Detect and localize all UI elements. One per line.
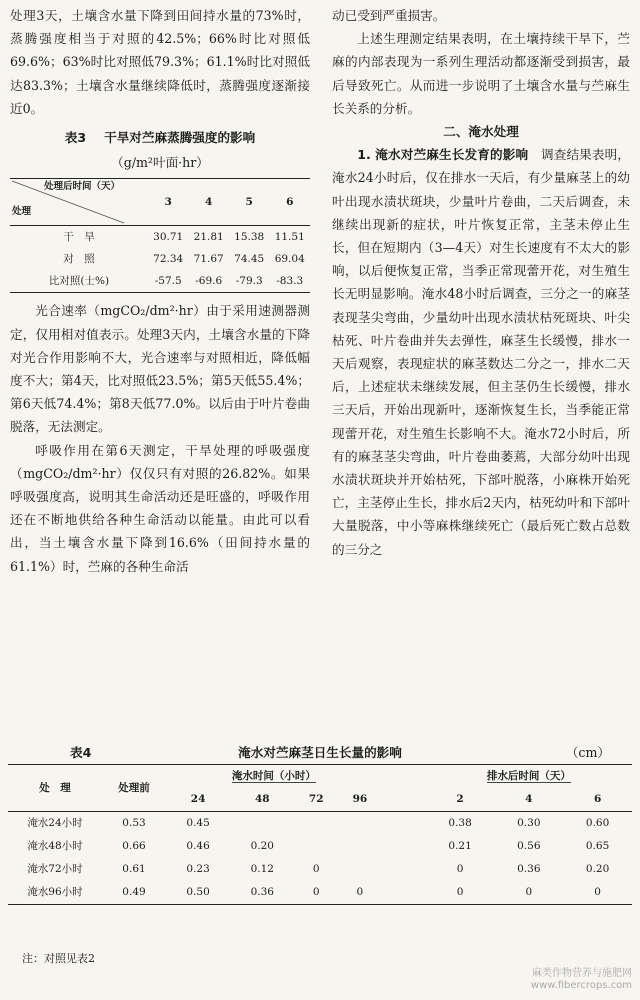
- watermark-url: www.fibercrops.com: [530, 980, 632, 991]
- cell: -69.6: [188, 270, 229, 293]
- paragraph-continued: 动已受到严重损害。: [332, 8, 446, 23]
- cell: 11.51: [274, 231, 305, 244]
- table4-day-header: 4: [494, 788, 563, 812]
- table4-number: 表4: [70, 745, 92, 760]
- table-row: [8, 812, 632, 836]
- cell: 0.46: [186, 840, 210, 852]
- table4-hour-header: 72: [294, 788, 338, 812]
- cell: 30.71: [153, 231, 184, 244]
- cell: [338, 858, 382, 881]
- cell: 0.20: [585, 863, 610, 875]
- cell: 69.04: [274, 253, 305, 266]
- table3-day-header: 4: [188, 179, 229, 226]
- cell: 71.67: [193, 253, 224, 266]
- row-label: 淹水24小时: [27, 817, 83, 829]
- table4-unit: （cm）: [565, 745, 610, 760]
- table3-caption: [10, 126, 310, 149]
- cell: 0.36: [517, 863, 541, 875]
- left-column: [10, 4, 310, 578]
- table3-diag-header: [10, 179, 148, 226]
- cell: 0.53: [122, 817, 146, 829]
- table-row: [8, 835, 632, 858]
- table4-day-header: 2: [426, 788, 495, 812]
- table3-number: 表3: [64, 130, 87, 146]
- cell: 21.81: [193, 231, 224, 244]
- table4-hour-header: 24: [166, 788, 230, 812]
- row-label: 淹水48小时: [27, 840, 83, 852]
- table-row: [10, 248, 310, 270]
- cell: 0: [563, 881, 632, 905]
- cell: 0.20: [250, 840, 274, 852]
- table-row: [8, 881, 632, 905]
- row-label: 比对照(士%): [10, 270, 148, 293]
- cell: 0.49: [102, 881, 166, 905]
- table4-hour-header: 96: [338, 788, 382, 812]
- subsection-title: 1. 淹水对苎麻生长发育的影响: [357, 147, 529, 163]
- section-heading: 二、淹水处理: [443, 124, 519, 140]
- paragraph-respiration: 呼吸作用在第6天测定，干旱处理的呼吸强度（mgCO₂/dm²·hr）仅仅只有对照的26.82%。如果呼吸强度高，说明其生命活动还是旺盛的，呼吸作用还在不断地供给各种生命活动以能量。由此可以看出，当土壤含水量下降到16.6%（田间持水量的61.1%）时，苎麻的各种生命活: [10, 442, 310, 574]
- cell: [230, 812, 294, 836]
- table4-title: 淹水对苎麻茎日生长量的影响: [238, 745, 402, 760]
- cell: 0.61: [122, 863, 146, 875]
- cell: [294, 835, 338, 858]
- table3: [10, 178, 310, 293]
- table3-unit: （g/m²叶面·hr）: [111, 155, 209, 171]
- cell: 0.60: [585, 817, 610, 829]
- table3-header-treatment: 处理: [12, 206, 32, 218]
- cell: 0.23: [186, 863, 210, 875]
- cell: 0.21: [448, 840, 472, 852]
- cell: 72.34: [153, 253, 184, 266]
- table4-col-treatment: 处 理: [8, 765, 102, 812]
- row-label: 对 照: [63, 253, 95, 266]
- table4-group-drain: 排水后时间（天）: [486, 770, 571, 782]
- cell: -57.5: [148, 270, 189, 293]
- subsection-body: 调查结果表明，淹水24小时后，仅在排水一天后，有少量麻茎上的幼叶出现水渍状斑块，少量叶片卷曲，二天后调查，未继续出现新的症状，叶片恢复正常，主茎未停止生长，但在短期内（3—4天）对生长速度有不太大的影响，以后便恢复正常，当季正常现蕾开花，对生殖生长无明显影响。淹水48小时后调查，三分之一的麻茎表现茎尖弯曲，少量幼叶出现水渍状枯死斑块、叶尖枯死、叶片卷曲并失去弹性，麻茎生长缓慢，排水一天后观察，表现症状的麻茎数达二分之一，排水二天后，上述症状未继续发展，但主茎仍生长缓慢，排水三天后，开始出现新叶，逐渐恢复生长，当季能正常现蕾开花，对生殖生长影响不大。淹水72小时后，所有的麻茎茎尖弯曲，叶片卷曲萎蔫，大部分幼叶出现水渍状斑块并开始枯死，下部叶脱落，小麻株开始死亡，主茎停止生长，排水后2天内，枯死幼叶和下部叶大量脱落，中小等麻株继续死亡（最后死亡数占总数的三分之: [332, 147, 631, 557]
- cell: 0: [338, 881, 382, 905]
- row-label: 干 旱: [63, 231, 95, 244]
- paragraph-photosynthesis: 光合速率（mgCO₂/dm²·hr）由于采用速测器测定，仅用相对值表示。处理3天内，土壤含水量的下降对光合作用影响不大，光合速率与对照相近，降低幅度不大；第4天，比对照低23.5%；第5天低55.4%；第6天低74.4%；第8天低77.0%。以后由于叶片卷曲脱落，无法测定。: [10, 303, 310, 435]
- cell: [338, 835, 382, 858]
- cell: 0.56: [517, 840, 541, 852]
- cell: 0: [426, 881, 495, 905]
- table4-col-pre: 处理前: [102, 765, 166, 812]
- cell: 0.45: [186, 817, 210, 829]
- cell: -83.3: [269, 270, 310, 293]
- cell: 0: [294, 881, 338, 905]
- table4-hour-header: 48: [230, 788, 294, 812]
- cell: 0.50: [166, 881, 230, 905]
- table-row: [10, 226, 310, 249]
- table4-block: [8, 738, 632, 905]
- cell: 0.12: [250, 863, 274, 875]
- table4-group-flood: 淹水时间（小时）: [231, 770, 316, 782]
- table-row: [10, 270, 310, 293]
- cell: 0.65: [585, 840, 610, 852]
- table4: [8, 764, 632, 905]
- table3-day-header: 5: [229, 179, 270, 226]
- cell: 0: [312, 863, 320, 875]
- paragraph-summary: 上述生理测定结果表明，在土壤持续干旱下，苎麻的内部表现为一系列生理活动都逐渐受到损害，最后导致死亡。从而进一步说明了土壤含水量与苎麻生长关系的分析。: [332, 31, 630, 116]
- cell: 0: [456, 863, 464, 875]
- cell: -79.3: [229, 270, 270, 293]
- cell: [294, 812, 338, 836]
- cell: 74.45: [234, 253, 265, 266]
- cell: 0.30: [517, 817, 541, 829]
- table4-caption: [8, 738, 632, 764]
- table3-day-header: 3: [148, 179, 189, 226]
- table-row: [8, 858, 632, 881]
- table-note: 注：对照见表2: [22, 952, 95, 965]
- table4-day-header: 6: [563, 788, 632, 812]
- cell: 0.36: [230, 881, 294, 905]
- table3-header-days: 处理后时间（天）: [43, 181, 120, 193]
- table3-day-header: 6: [269, 179, 310, 226]
- cell: 15.38: [234, 231, 265, 244]
- row-label: 淹水72小时: [27, 863, 83, 875]
- cell: 0.38: [448, 817, 472, 829]
- cell: 0.66: [122, 840, 146, 852]
- row-label: 淹水96小时: [8, 881, 102, 905]
- paragraph-transpiration: 处理3天，土壤含水量下降到田间持水量的73%时，蒸腾强度相当于对照的42.5%；66%时比对照低69.6%；63%时比对照低79.3%；61.1%时比对照低达83.3%；土壤含水量继续降低时，蒸腾强度逐渐接近0。: [10, 8, 310, 116]
- cell: 0: [494, 881, 563, 905]
- table3-title: 干旱对苎麻蒸腾强度的影响: [104, 130, 256, 146]
- cell: [338, 812, 382, 836]
- right-column: [332, 4, 630, 561]
- watermark-text: 麻类作物营养与施肥网: [532, 968, 632, 979]
